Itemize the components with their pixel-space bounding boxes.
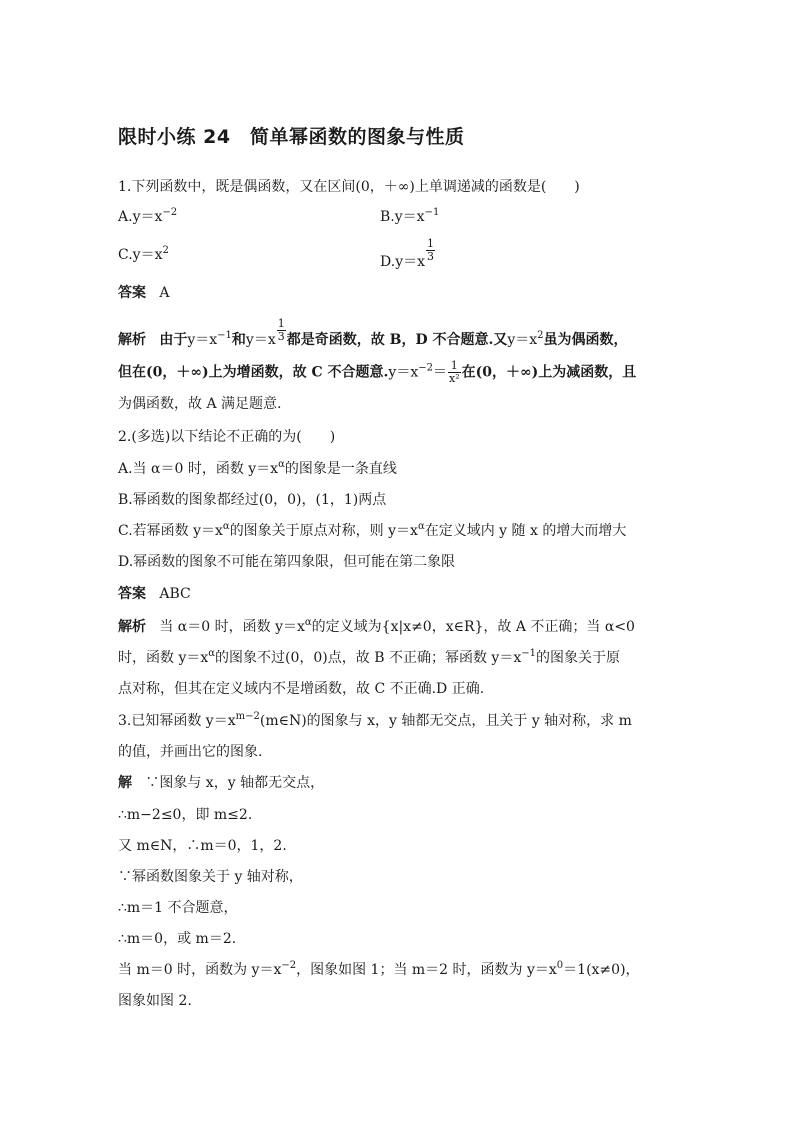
q2-analysis-line2: 时，函数 $y=x^\alpha$的图象不过(0，0)点，故 B 不正确；幂函数 $y=x^{-1}$的图象关于原 bbox=[118, 648, 620, 666]
q1-option-a: $A.y=x^{-2}$ bbox=[118, 207, 178, 225]
q2-option-b: B.幂函数的图象都经过(0，0)，(1，1)两点 bbox=[118, 492, 387, 508]
q2-option-d: D.幂函数的图象不可能在第四象限，但可能在第二象限 bbox=[118, 554, 456, 570]
q3-solution-line7: 当 m＝0 时，函数为 $y=x^{-2}$，图象如图 1；当 m＝2 时，函数为 $y=x^0=1(x\ne 0)$， bbox=[118, 960, 640, 978]
q3-solution-line2: ∴m−2≤0，即 m≤2. bbox=[118, 807, 253, 823]
q3-solution-line5: ∴m＝1 不合题意， bbox=[118, 900, 238, 916]
q2-option-c: C.若幂函数 $y=x^\alpha$的图象关于原点对称，则 $y=x^\alpha$在定义域内 y 随 x 的增大而增大 bbox=[118, 521, 627, 539]
q1-analysis-line2: 但在(0，＋∞)上为增函数，故 C 不合题意$.y=x^{-2}=$ $\frac{1}{\text{x²}}$ 在(0，＋∞)上为减函数，且 bbox=[118, 359, 637, 385]
q1-option-c: $C.y=x^2$ bbox=[118, 245, 169, 263]
q2-answer: 答案 ABC bbox=[118, 586, 191, 602]
q3-solution-line8: 图象如图 2. bbox=[118, 993, 192, 1009]
q3-solution-line1: 解 ∵图象与 x，y 轴都无交点， bbox=[118, 775, 325, 791]
q3-solution-line4: ∵幂函数图象关于 y 轴对称， bbox=[118, 869, 303, 885]
q2-stem: 2.(多选)以下结论不正确的为( ) bbox=[118, 429, 336, 445]
q1-stem: 1.下列函数中，既是偶函数，又在区间(0，＋∞)上单调递减的函数是( ) bbox=[118, 179, 580, 195]
page-title: 限时小练 24 简单幂函数的图象与性质 bbox=[118, 126, 465, 148]
q3-solution-line6: ∴m＝0，或 m＝2. bbox=[118, 931, 237, 947]
q2-analysis-line1: 解析 当 α＝0 时，函数 $y=x^\alpha$的定义域为{x|x≠0，x∈R}，故 A 不正确；当 α<0 bbox=[118, 617, 635, 635]
q1-analysis-line3: 为偶函数，故 A 满足题意. bbox=[118, 396, 282, 412]
q3-stem-line1: 3.已知幂函数 $y=x^{m-2}(m\in N)$的图象与 x，y 轴都无交点，且关于 y 轴对称，求 m bbox=[118, 711, 632, 729]
q1-analysis-line1: 解析 由于$y=x^{-1}$和y＝x $\frac{1}{3}$ 都是奇函数，故 B，D 不合题意.又$y=x^2$虽为偶函数， bbox=[118, 317, 628, 348]
q1-answer: 答案 A bbox=[118, 285, 170, 301]
q1-option-b: $B.y=x^{-1}$ bbox=[380, 207, 440, 225]
q3-solution-line3: 又 m∈N，∴m＝0，1，2. bbox=[118, 838, 287, 854]
q1-option-d: D.y＝x $\frac{1}{3}$ bbox=[380, 237, 434, 270]
q3-stem-line2: 的值，并画出它的图象. bbox=[118, 744, 263, 760]
q2-analysis-line3: 点对称，但其在定义域内不是增函数，故 C 不正确.D 正确. bbox=[118, 681, 485, 697]
q2-option-a: A.当 α＝0 时，函数 $y=x^\alpha$的图象是一条直线 bbox=[118, 459, 397, 477]
